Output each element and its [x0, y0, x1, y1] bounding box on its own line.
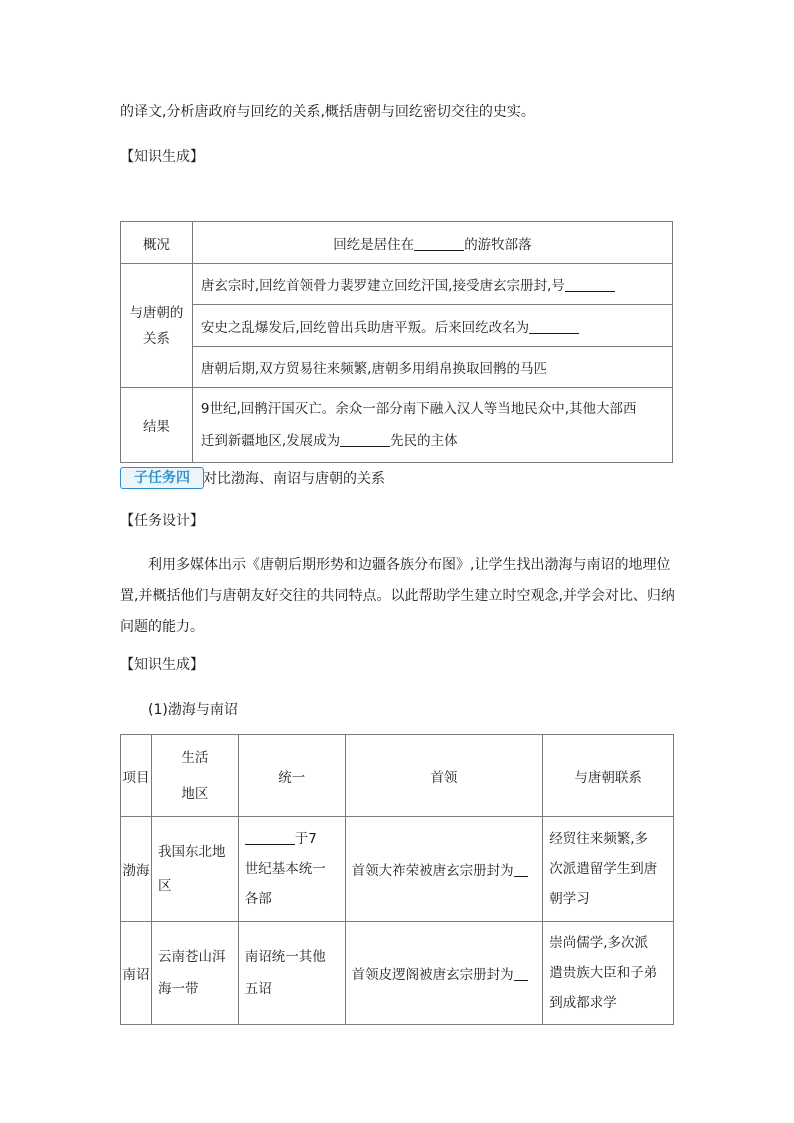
nanzhao-leader: [345, 922, 543, 1025]
row-label-result: 结果: [121, 388, 193, 463]
nanzhao-area-line-2: 海一带: [157, 981, 199, 997]
overview-text-after: 的游牧部落: [464, 236, 532, 253]
table-row: [121, 817, 674, 922]
header-item: 项目: [121, 735, 152, 817]
nanzhao-relation-line-2: 遣贵族大臣和子弟: [549, 965, 658, 981]
relation-item-1-text: 唐玄宗时,回纥首领骨力裴罗建立回纥汗国,接受唐玄宗册封,号: [200, 278, 565, 294]
subtask-title: 对比渤海、南诏与唐朝的关系: [203, 471, 385, 487]
row-label-relation: 与唐朝的关系: [121, 264, 193, 388]
relation-item-1-blank: [565, 277, 615, 292]
row-item-bohai: 渤海: [121, 817, 152, 922]
nanzhao-relation-line-3: 到成都求学: [549, 995, 617, 1011]
bohai-nanzhao-table: [120, 734, 674, 1025]
nanzhao-leader-text: 首领皮逻阁被唐玄宗册封为: [351, 967, 514, 983]
overview-blank: [414, 236, 464, 251]
row-item-nanzhao: 南诏: [121, 922, 152, 1025]
nanzhao-leader-blank: [514, 966, 528, 981]
row-label-overview: 概况: [121, 222, 193, 264]
bohai-relation-line-1: 经贸往来频繁,多: [549, 831, 649, 847]
bohai-unify: [238, 817, 345, 922]
subtask-badge: 子任务四: [120, 467, 204, 489]
bohai-area-line-2: 区: [157, 878, 172, 894]
result-line-1: 9世纪,回鹘汗国灭亡。余众一部分南下融入汉人等当地民众中,其他大部西: [200, 401, 637, 417]
nanzhao-unify-line-1: 南诏统一其他: [244, 949, 326, 965]
uyghur-table: [120, 221, 673, 463]
header-relation: 与唐朝联系: [543, 735, 674, 817]
bohai-unify-line-3: 各部: [244, 891, 272, 907]
relation-item-2: [192, 305, 672, 347]
table-row-overview: [121, 222, 673, 264]
relation-item-2-text: 安史之乱爆发后,回纥曾出兵助唐平叛。后来回纥改名为: [200, 319, 530, 336]
table-row-relation-3: [121, 347, 673, 388]
header-area-line-2: 地区: [181, 785, 209, 802]
bohai-unify-line-2: 世纪基本统一: [244, 861, 326, 877]
bohai-leader-blank: [514, 862, 528, 877]
bohai-unify-blank: [245, 830, 295, 845]
bohai-unify-first-after: 于7: [294, 831, 317, 847]
relation-item-2-blank: [529, 319, 579, 334]
relation-item-1: [192, 264, 672, 305]
relation-item-3: 唐朝后期,双方贸易往来频繁,唐朝多用绢帛换取回鹘的马匹: [192, 347, 672, 388]
nanzhao-relation-line-1: 崇尚儒学,多次派: [549, 935, 649, 951]
intro-line: 的译文,分析唐政府与回纥的关系,概括唐朝与回纥密切交往的史实。: [120, 104, 535, 120]
nanzhao-relation: [543, 922, 674, 1025]
table-row-relation-1: [121, 264, 673, 305]
header-leader: 首领: [345, 735, 543, 817]
nanzhao-area: [151, 922, 238, 1025]
bohai-leader-text: 首领大祚荣被唐玄宗册封为: [351, 863, 514, 879]
task-design-paragraph: 利用多媒体出示《唐朝后期形势和边疆各族分布图》,让学生找出渤海与南诏的地理位置,并概括他们与唐朝友好交往的共同特点。以此帮助学生建立时空观念,并学会对比、归纳问题的能力。: [120, 557, 675, 635]
result-cell: [192, 388, 672, 463]
result-line-2: [201, 425, 672, 457]
heading-knowledge-1: 【知识生成】: [120, 149, 204, 165]
result-line-2-after: 先民的主体: [390, 433, 458, 449]
bohai-leader: [345, 817, 543, 922]
heading-task-design: 【任务设计】: [120, 513, 204, 529]
bohai-relation-line-3: 朝学习: [549, 891, 590, 907]
result-blank: [340, 432, 390, 447]
subheading-bohai-nanzhao: (1)渤海与南诏: [148, 702, 238, 718]
nanzhao-unify: [238, 922, 345, 1025]
bohai-area: [151, 817, 238, 922]
result-line-2-before: 迁到新疆地区,发展成为: [200, 433, 341, 449]
bohai-relation: [543, 817, 674, 922]
header-unify: 统一: [238, 735, 345, 817]
nanzhao-unify-line-2: 五诏: [244, 981, 272, 997]
table-row: [121, 922, 674, 1025]
bohai-area-line-1: 我国东北地: [157, 844, 226, 860]
overview-cell: [192, 222, 672, 264]
table-row-result: [121, 388, 673, 463]
table-header-row: [121, 735, 674, 817]
bohai-relation-line-2: 次派遣留学生到唐: [549, 861, 658, 877]
heading-knowledge-2: 【知识生成】: [120, 657, 204, 673]
overview-text-before: 回纥是居住在: [333, 236, 415, 253]
header-area: [151, 735, 238, 817]
nanzhao-area-line-1: 云南苍山洱: [157, 949, 226, 965]
header-area-line-1: 生活: [181, 749, 209, 766]
bohai-unify-line-1: [245, 824, 345, 854]
table-row-relation-2: [121, 305, 673, 347]
